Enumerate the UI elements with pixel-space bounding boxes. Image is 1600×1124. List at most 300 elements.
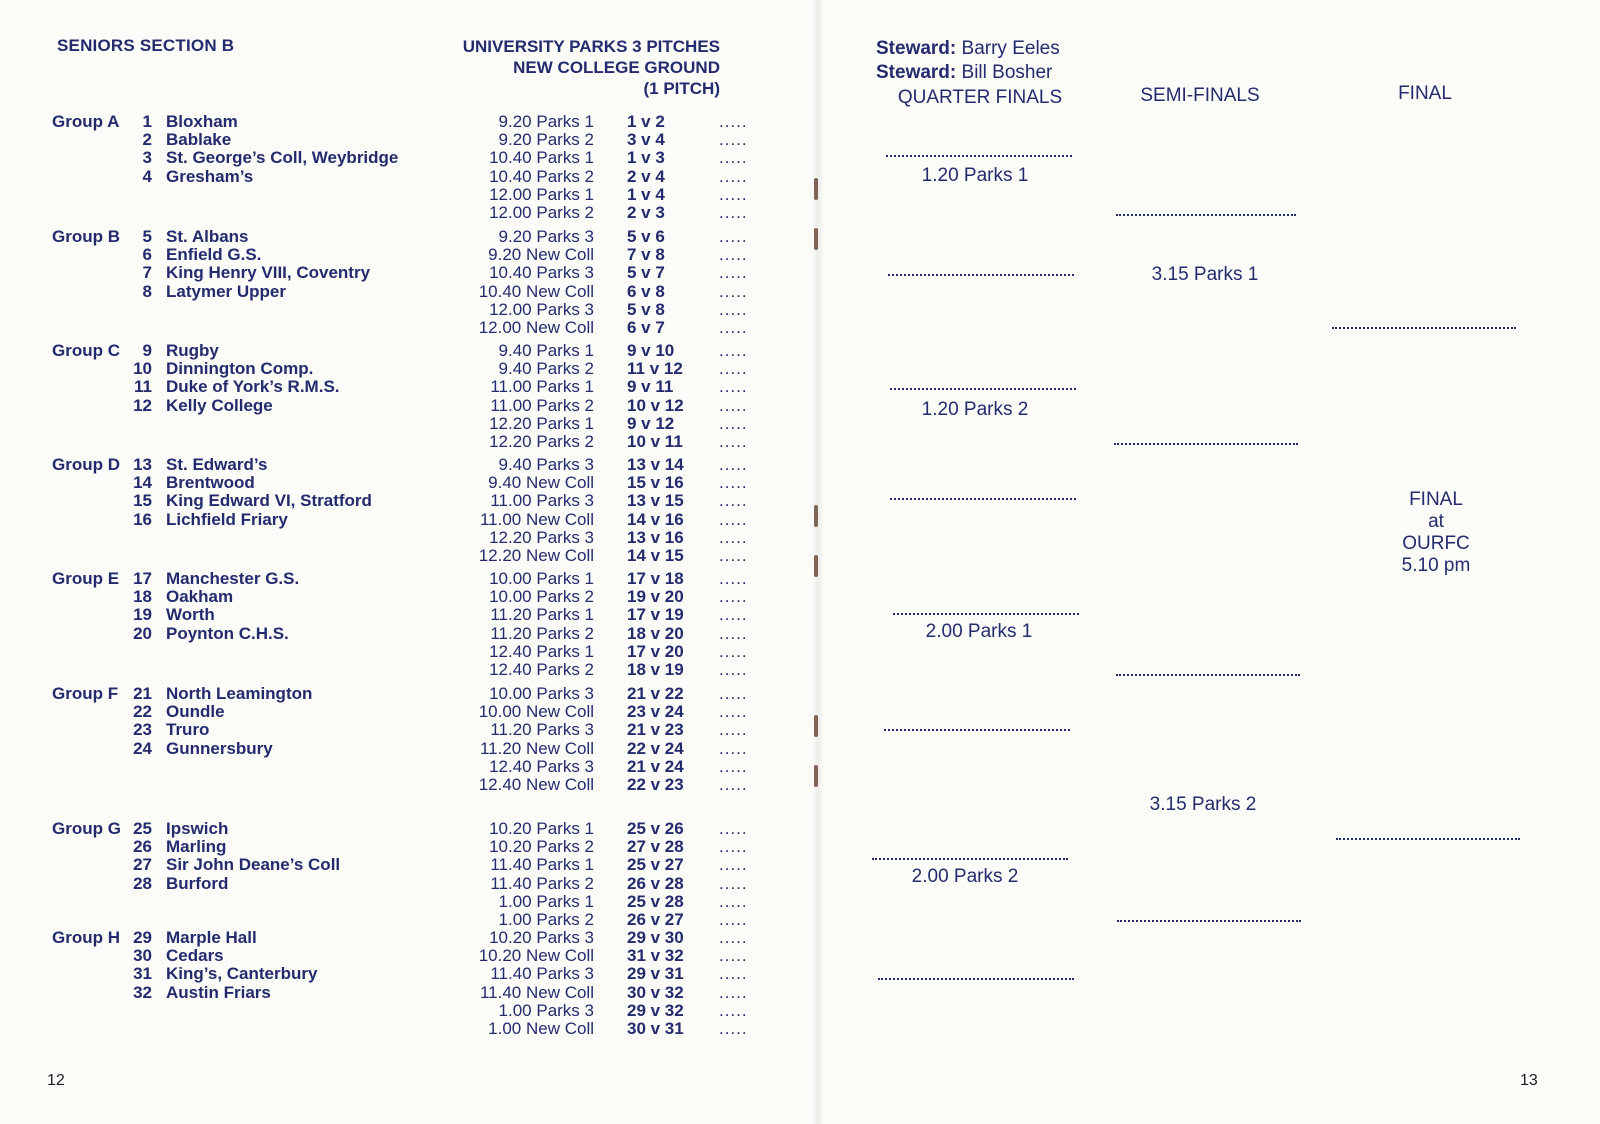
staple-mark — [814, 505, 818, 527]
entry-line — [890, 386, 1076, 390]
fixture-row — [432, 547, 759, 565]
team-row — [132, 625, 299, 643]
fixture-match: 9 v 11 — [627, 377, 674, 397]
result-placeholder: ..... — [719, 184, 748, 204]
fixture-match: 9 v 12 — [627, 413, 675, 433]
team-number: 15 — [133, 491, 152, 511]
result-placeholder: ..... — [719, 491, 748, 511]
team-number: 14 — [133, 473, 152, 493]
fixture-row — [432, 758, 759, 776]
result-placeholder: ..... — [719, 509, 748, 529]
quarter-final-slot: 1.20 Parks 2 — [921, 399, 1029, 420]
team-number: 30 — [133, 946, 152, 966]
group-name: Group E — [52, 569, 120, 588]
team-name: Oakham — [166, 587, 234, 607]
entry-line — [1116, 212, 1296, 216]
team-row — [132, 283, 370, 301]
fixture-row — [432, 131, 759, 149]
team-name: Duke of York’s R.M.S. — [166, 377, 340, 397]
result-placeholder: ..... — [719, 299, 748, 319]
final-note-line: FINAL — [1409, 489, 1463, 510]
entry-line — [1117, 918, 1301, 922]
venue-line: (1 PITCH) — [643, 79, 720, 98]
steward-line — [876, 62, 1052, 84]
team-row — [132, 588, 299, 606]
fixture-list — [432, 570, 759, 679]
team-number: 28 — [133, 873, 152, 893]
team-list — [132, 342, 340, 415]
fixture-time: 9.40 Parks 2 — [498, 359, 594, 379]
team-row — [132, 875, 340, 893]
fixture-match: 10 v 11 — [627, 431, 683, 451]
staple-mark — [814, 765, 818, 787]
group-block — [52, 928, 748, 1041]
fixture-match: 25 v 26 — [627, 819, 684, 838]
team-number: 24 — [133, 738, 152, 758]
team-number: 16 — [133, 509, 152, 529]
team-row — [132, 149, 398, 167]
fixture-time: 10.00 Parks 2 — [489, 587, 594, 607]
team-name: Enfield G.S. — [166, 245, 262, 265]
staple-mark — [814, 228, 818, 250]
team-row — [132, 820, 340, 838]
result-placeholder: ..... — [719, 946, 748, 966]
team-number: 12 — [133, 395, 152, 415]
team-list — [132, 685, 312, 758]
fixture-match: 26 v 27 — [627, 909, 684, 929]
staple-mark — [814, 178, 818, 200]
fixture-row — [432, 113, 759, 131]
fixture-time: 11.00 Parks 3 — [490, 491, 594, 511]
result-placeholder: ..... — [719, 455, 748, 474]
team-name: Marling — [166, 837, 227, 857]
final-note-line: at — [1428, 511, 1444, 532]
fixture-match: 29 v 31 — [627, 964, 684, 984]
team-list — [132, 570, 299, 643]
fixture-time: 11.40 Parks 2 — [490, 873, 594, 893]
page-number-left: 12 — [47, 1072, 65, 1089]
fixture-match: 18 v 19 — [627, 659, 684, 679]
entry-line — [884, 727, 1070, 731]
team-number: 7 — [142, 263, 152, 283]
fixture-time: 12.20 New Coll — [478, 545, 594, 565]
fixture-match: 2 v 4 — [627, 166, 665, 186]
fixture-row — [432, 820, 759, 838]
entry-line — [1336, 836, 1520, 840]
fixture-match: 5 v 6 — [627, 227, 665, 246]
fixture-row — [432, 685, 759, 703]
team-name: Bablake — [166, 130, 232, 150]
result-placeholder: ..... — [719, 702, 748, 722]
team-number: 2 — [142, 130, 152, 150]
fixture-row — [432, 529, 759, 547]
team-name: King Edward VI, Stratford — [166, 491, 372, 511]
group-block — [52, 112, 748, 225]
team-name: King Henry VIII, Coventry — [166, 263, 371, 283]
team-row — [132, 856, 340, 874]
fixture-time: 10.20 Parks 1 — [489, 819, 594, 838]
result-placeholder: ..... — [719, 605, 748, 625]
fixture-match: 2 v 3 — [627, 202, 665, 222]
fixture-match: 30 v 32 — [627, 982, 684, 1002]
fixture-match: 13 v 16 — [627, 527, 684, 547]
venue-line: UNIVERSITY PARKS 3 PITCHES — [462, 37, 720, 56]
fixture-time: 11.20 Parks 2 — [490, 623, 594, 643]
team-row — [132, 264, 370, 282]
result-placeholder: ..... — [719, 819, 748, 838]
team-number: 27 — [133, 855, 152, 875]
fixture-match: 6 v 7 — [627, 317, 665, 337]
group-name: Group F — [52, 684, 119, 703]
team-number: 26 — [133, 837, 152, 857]
fixture-match: 17 v 19 — [627, 605, 684, 625]
steward-name: Bill Bosher — [961, 62, 1053, 83]
fixture-row — [432, 570, 759, 588]
team-row — [132, 570, 299, 588]
fixture-time: 9.40 Parks 1 — [498, 341, 594, 360]
result-placeholder: ..... — [719, 569, 748, 588]
team-name: King’s, Canterbury — [166, 964, 318, 984]
fixture-row — [432, 776, 759, 794]
fixture-match: 17 v 20 — [627, 641, 684, 661]
fixture-row — [432, 947, 759, 965]
team-number: 32 — [133, 982, 152, 1002]
result-placeholder: ..... — [719, 837, 748, 857]
fixture-match: 26 v 28 — [627, 873, 684, 893]
fixture-match: 27 v 28 — [627, 837, 684, 857]
fixture-row — [432, 1020, 759, 1038]
fixture-list — [432, 685, 759, 794]
entry-line — [888, 272, 1074, 276]
team-row — [132, 397, 340, 415]
team-number: 22 — [133, 702, 152, 722]
team-row — [132, 131, 398, 149]
fixture-match: 14 v 15 — [627, 545, 684, 565]
fixture-row — [432, 661, 759, 679]
fixture-row — [432, 1002, 759, 1020]
fixture-time: 12.40 Parks 3 — [489, 756, 594, 776]
team-number: 13 — [133, 455, 152, 474]
final-venue-note — [1376, 489, 1496, 577]
team-number: 9 — [142, 341, 152, 360]
team-row — [132, 360, 340, 378]
fixture-time: 10.40 Parks 2 — [489, 166, 594, 186]
result-placeholder: ..... — [719, 377, 748, 397]
team-list — [132, 228, 370, 301]
fixture-match: 9 v 10 — [627, 341, 675, 360]
fixture-row — [432, 740, 759, 758]
team-name: Manchester G.S. — [166, 569, 300, 588]
fixture-row — [432, 625, 759, 643]
result-placeholder: ..... — [719, 473, 748, 493]
fixture-row — [432, 204, 759, 222]
fixture-time: 11.40 Parks 1 — [490, 855, 594, 875]
team-number: 3 — [142, 148, 152, 168]
fixture-match: 19 v 20 — [627, 587, 684, 607]
team-row — [132, 703, 312, 721]
result-placeholder: ..... — [719, 545, 748, 565]
team-row — [132, 168, 398, 186]
fixture-row — [432, 186, 759, 204]
team-row — [132, 113, 398, 131]
team-name: St. Edward’s — [166, 455, 268, 474]
entry-line — [1116, 672, 1300, 676]
team-number: 1 — [142, 112, 152, 131]
fixture-match: 29 v 30 — [627, 928, 684, 947]
staple-mark — [814, 555, 818, 577]
fixture-time: 10.20 Parks 3 — [489, 928, 594, 947]
fixture-row — [432, 228, 759, 246]
team-number: 6 — [142, 245, 152, 265]
team-name: Gunnersbury — [166, 738, 273, 758]
group-name: Group D — [52, 455, 120, 474]
team-name: Worth — [166, 605, 215, 625]
result-placeholder: ..... — [719, 395, 748, 415]
team-row — [132, 685, 312, 703]
fixture-row — [432, 378, 759, 396]
fixture-time: 12.20 Parks 1 — [489, 413, 594, 433]
team-number: 5 — [142, 227, 152, 246]
entry-line — [1332, 325, 1516, 329]
team-name: Cedars — [166, 946, 224, 966]
fixture-time: 12.40 Parks 2 — [489, 659, 594, 679]
fixture-row — [432, 588, 759, 606]
fixture-row — [432, 856, 759, 874]
fixture-row — [432, 893, 759, 911]
entry-line — [878, 976, 1074, 980]
team-number: 4 — [142, 166, 152, 186]
result-placeholder: ..... — [719, 587, 748, 607]
final-note-line: OURFC — [1402, 533, 1470, 554]
fixture-row — [432, 433, 759, 451]
group-block — [52, 684, 748, 797]
result-placeholder: ..... — [719, 431, 748, 451]
result-placeholder: ..... — [719, 855, 748, 875]
fixture-match: 29 v 32 — [627, 1000, 684, 1020]
fixture-time: 10.40 Parks 1 — [489, 148, 594, 168]
fixture-match: 3 v 4 — [627, 130, 665, 150]
fixture-list — [432, 456, 759, 565]
entry-line — [893, 611, 1079, 615]
team-name: Ipswich — [166, 819, 229, 838]
team-number: 29 — [133, 928, 152, 947]
fixture-time: 10.40 New Coll — [478, 281, 594, 301]
result-placeholder: ..... — [719, 317, 748, 337]
fixture-row — [432, 415, 759, 433]
quarter-finals-heading: QUARTER FINALS — [897, 87, 1063, 108]
fixture-match: 23 v 24 — [627, 702, 684, 722]
fixture-time: 12.00 Parks 3 — [489, 299, 594, 319]
result-placeholder: ..... — [719, 263, 748, 283]
fixture-match: 5 v 8 — [627, 299, 665, 319]
fixture-time: 12.00 Parks 1 — [489, 184, 594, 204]
fixture-time: 9.20 New Coll — [488, 245, 594, 265]
result-placeholder: ..... — [719, 909, 748, 929]
team-number: 17 — [133, 569, 152, 588]
fixture-list — [432, 342, 759, 451]
fixture-match: 6 v 8 — [627, 281, 665, 301]
fixture-time: 12.00 New Coll — [478, 317, 594, 337]
fixture-match: 21 v 23 — [627, 720, 684, 740]
fixture-list — [432, 228, 759, 337]
team-list — [132, 113, 398, 186]
fixture-row — [432, 264, 759, 282]
team-name: Rugby — [166, 341, 219, 360]
fixture-match: 11 v 12 — [627, 359, 683, 379]
fixture-row — [432, 703, 759, 721]
team-row — [132, 929, 317, 947]
semi-final-slot: 3.15 Parks 2 — [1149, 794, 1257, 815]
result-placeholder: ..... — [719, 659, 748, 679]
fixture-row — [432, 283, 759, 301]
team-number: 31 — [133, 964, 152, 984]
team-row — [132, 721, 312, 739]
fixture-time: 11.00 New Coll — [479, 509, 594, 529]
team-row — [132, 740, 312, 758]
fixture-match: 15 v 16 — [627, 473, 684, 493]
venue-heading — [320, 36, 720, 106]
fixture-time: 12.20 Parks 2 — [489, 431, 594, 451]
fixture-row — [432, 342, 759, 360]
fixture-match: 17 v 18 — [627, 569, 684, 588]
fixture-row — [432, 965, 759, 983]
quarter-final-slot: 2.00 Parks 1 — [925, 621, 1033, 642]
result-placeholder: ..... — [719, 112, 748, 131]
semi-finals-heading: SEMI-FINALS — [1140, 85, 1260, 106]
team-name: Dinnington Comp. — [166, 359, 314, 379]
team-list — [132, 456, 372, 529]
fixture-match: 22 v 23 — [627, 774, 684, 794]
fixture-match: 13 v 14 — [627, 455, 684, 474]
team-name: St. Albans — [166, 227, 249, 246]
team-row — [132, 984, 317, 1002]
result-placeholder: ..... — [719, 623, 748, 643]
team-number: 20 — [133, 623, 152, 643]
fixture-match: 18 v 20 — [627, 623, 684, 643]
fixture-row — [432, 984, 759, 1002]
page-number-right: 13 — [1520, 1072, 1538, 1089]
fixture-list — [432, 113, 759, 222]
entry-line — [872, 856, 1068, 860]
team-number: 21 — [133, 684, 152, 703]
fixture-time: 1.00 New Coll — [488, 1018, 594, 1038]
result-placeholder: ..... — [719, 341, 748, 360]
section-title: SENIORS SECTION B — [57, 36, 235, 55]
fixture-time: 11.20 Parks 1 — [490, 605, 594, 625]
team-row — [132, 456, 372, 474]
fixture-row — [432, 643, 759, 661]
fixture-match: 25 v 27 — [627, 855, 684, 875]
result-placeholder: ..... — [719, 964, 748, 984]
team-name: Bloxham — [166, 112, 238, 131]
fixture-row — [432, 397, 759, 415]
final-heading: FINAL — [1398, 83, 1452, 104]
team-name: St. George’s Coll, Weybridge — [166, 148, 399, 168]
fixture-row — [432, 721, 759, 739]
fixture-match: 13 v 15 — [627, 491, 684, 511]
fixture-match: 21 v 24 — [627, 756, 684, 776]
team-row — [132, 838, 340, 856]
fixture-row — [432, 929, 759, 947]
team-row — [132, 511, 372, 529]
fixture-row — [432, 360, 759, 378]
fixture-time: 10.00 Parks 3 — [489, 684, 594, 703]
group-block — [52, 819, 748, 932]
fixture-match: 1 v 3 — [627, 148, 665, 168]
team-name: Oundle — [166, 702, 225, 722]
quarter-final-slot: 2.00 Parks 2 — [911, 866, 1019, 887]
team-number: 10 — [133, 359, 152, 379]
fixture-row — [432, 838, 759, 856]
steward-name: Barry Eeles — [961, 38, 1060, 59]
fixture-match: 10 v 12 — [627, 395, 684, 415]
team-name: Brentwood — [166, 473, 255, 493]
venue-line: NEW COLLEGE GROUND — [513, 58, 720, 77]
result-placeholder: ..... — [719, 684, 748, 703]
semi-final-slot: 3.15 Parks 1 — [1151, 264, 1259, 285]
group-name: Group A — [52, 112, 120, 131]
fixture-time: 9.40 Parks 3 — [498, 455, 594, 474]
fixture-time: 12.40 New Coll — [478, 774, 594, 794]
group-block — [52, 569, 748, 682]
team-row — [132, 965, 317, 983]
fixture-match: 22 v 24 — [627, 738, 684, 758]
fixture-match: 31 v 32 — [627, 946, 684, 966]
result-placeholder: ..... — [719, 130, 748, 150]
result-placeholder: ..... — [719, 359, 748, 379]
fixture-time: 9.20 Parks 3 — [498, 227, 594, 246]
group-name: Group H — [52, 928, 120, 947]
fixture-time: 10.40 Parks 3 — [489, 263, 594, 283]
fixture-match: 30 v 31 — [627, 1018, 684, 1038]
steward-line — [876, 38, 1060, 60]
team-name: Truro — [166, 720, 210, 740]
result-placeholder: ..... — [719, 720, 748, 740]
fixture-row — [432, 319, 759, 337]
result-placeholder: ..... — [719, 774, 748, 794]
fixture-match: 21 v 22 — [627, 684, 684, 703]
fixture-row — [432, 456, 759, 474]
fixture-time: 11.20 Parks 3 — [490, 720, 594, 740]
fixture-match: 5 v 7 — [627, 263, 665, 283]
team-row — [132, 378, 340, 396]
team-name: Latymer Upper — [166, 281, 286, 301]
team-name: Marple Hall — [166, 928, 257, 947]
entry-line — [1114, 441, 1298, 445]
result-placeholder: ..... — [719, 641, 748, 661]
team-number: 11 — [134, 377, 152, 397]
group-block — [52, 227, 748, 340]
fixture-time: 9.20 Parks 2 — [498, 130, 594, 150]
team-number: 18 — [133, 587, 152, 607]
fixture-row — [432, 246, 759, 264]
fixture-time: 10.00 New Coll — [478, 702, 594, 722]
entry-line — [886, 153, 1072, 157]
team-name: Kelly College — [166, 395, 273, 415]
result-placeholder: ..... — [719, 148, 748, 168]
group-name: Group B — [52, 227, 120, 246]
fixture-time: 12.40 Parks 1 — [489, 641, 594, 661]
result-placeholder: ..... — [719, 166, 748, 186]
fixture-row — [432, 168, 759, 186]
result-placeholder: ..... — [719, 873, 748, 893]
team-name: Gresham’s — [166, 166, 254, 186]
fixture-time: 1.00 Parks 3 — [498, 1000, 594, 1020]
team-name: Austin Friars — [166, 982, 271, 1002]
team-name: Poynton C.H.S. — [166, 623, 289, 643]
steward-label: Steward: — [876, 38, 957, 59]
team-name: Lichfield Friary — [166, 509, 288, 529]
